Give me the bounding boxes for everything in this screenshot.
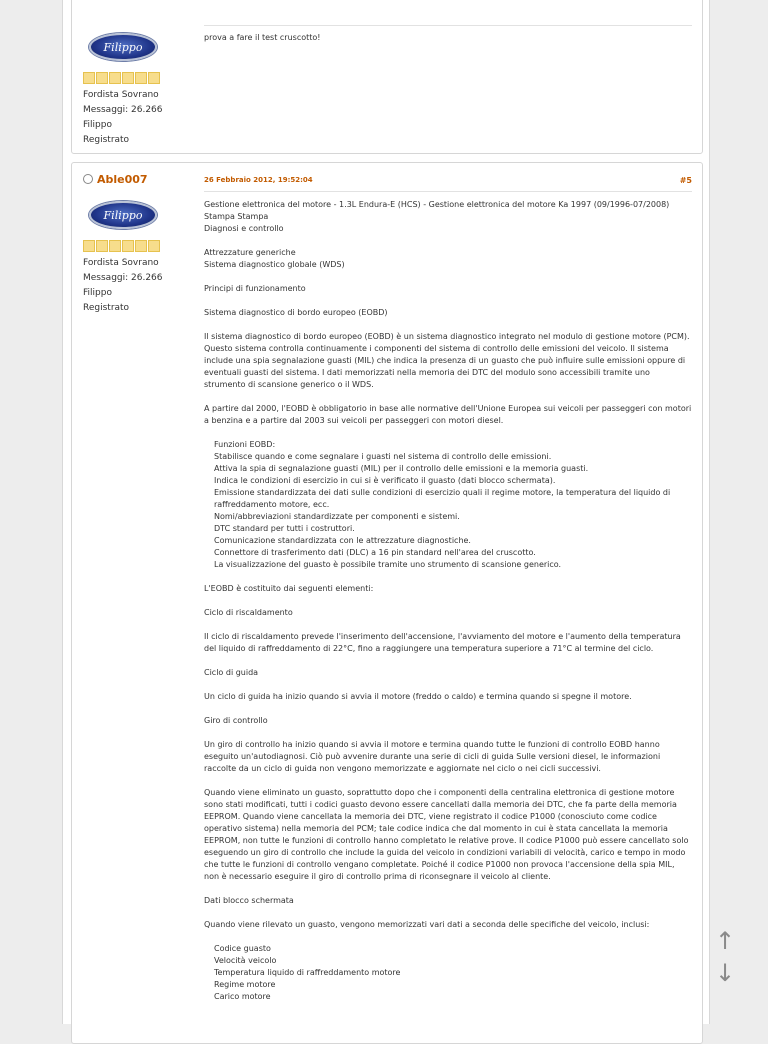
post-line: Nomi/abbreviazioni standardizzate per componenti e sistemi. [214,512,460,521]
arrow-up-icon[interactable]: ↑ [714,927,736,955]
post-paragraph [204,895,692,907]
post-header [204,169,692,192]
post-line: Sistema diagnostico di bordo europeo (EOBD) [204,308,388,317]
post-paragraph [204,943,692,1003]
post-author-panel [83,33,191,148]
post-line: Principi di funzionamento [204,284,306,293]
star-icon [109,72,121,84]
post-paragraph [204,607,692,619]
post-author [83,171,191,187]
post-paragraph [204,331,692,391]
post-line: Codice guasto [214,944,271,953]
post-paragraph [204,919,692,931]
post-line: A partire dal 2000, l'EOBD è obbligatorio in base alle normative dell'Unione Europea sui veicoli per passeggeri con motori a benzina e a partire dal 2003 sui veicoli per passeggeri con motori diesel. [204,404,692,425]
user-rank: Fordista Sovrano [83,258,159,268]
post-line: Il ciclo di riscaldamento prevede l'inserimento dell'accensione, l'avviamento del motore e l'aumento della temperatura del liquido di raffreddamento di 22°C, fino a raggiungere una temperatura superiore a 71°C al termine del ciclo. [204,632,681,653]
post-line: Carico motore [214,992,271,1001]
star-icon [83,240,95,252]
post-line: Ciclo di riscaldamento [204,608,293,617]
post-line: Sistema diagnostico globale (WDS) [204,260,345,269]
rank-stars [83,240,191,252]
post-line: Dati blocco schermata [204,896,294,905]
post-line: La visualizzazione del guasto è possibile tramite uno strumento di scansione generico. [214,560,562,569]
star-icon [109,240,121,252]
post-line: Un giro di controllo ha inizio quando si avvia il motore e termina quando tutte le funzioni di controllo EOBD hanno eseguito un'autodiagnosi. Ciò può avvenire durante una serie di cicli di guida Sulle versioni diesel, le informazioni raccolte da un ciclo di guida non vengono memorizzate e aggiornate nel ciclo o nei cicli successivi. [204,740,661,773]
post-paragraph [204,631,692,655]
post-line: Regime motore [214,980,276,989]
star-icon [122,240,134,252]
post-date: 26 Febbraio 2012, 19:52:04 [204,176,313,184]
rank-stars [83,72,191,84]
post-line: Ciclo di guida [204,668,259,677]
post-author-panel [83,171,191,316]
post-line: Velocità veicolo [214,956,277,965]
forum-page [62,0,710,1024]
user-status: Registrato [83,135,130,145]
post-line: Il sistema diagnostico di bordo europeo (EOBD) è un sistema diagnostico integrato nel modulo di gestione motore (PCM). Questo sistema controlla continuamente i componenti del sistema di controllo delle emissioni del veicolo. Il sistema include una spia segnalazione guasti (MIL) che indica la presenza di un guasto che può influire sulle emissioni oppure di eventuali guasti del sistema. I dati memorizzati nella memoria dei DTC del modulo sono accessibili tramite uno strumento di scansione generico o il WDS. [204,332,690,389]
post-paragraph [204,307,692,319]
user-status: Registrato [83,303,130,313]
forum-post [71,0,703,154]
post-paragraph [204,715,692,727]
offline-status-icon [83,174,93,184]
star-icon [83,72,95,84]
post-line: Emissione standardizzata dei dati sulle condizioni di esercizio quali il regime motore, la temperatura del liquido di raffreddamento motore, ecc. [214,488,671,509]
post-paragraph [204,739,692,775]
star-icon [148,240,160,252]
post-paragraph [204,787,692,883]
user-location: Filippo [83,288,112,298]
post-line: L'EOBD è costituito dai seguenti elementi: [204,584,374,593]
post-body [204,199,692,1003]
post-line: DTC standard per tutti i costruttori. [214,524,355,533]
star-icon [135,72,147,84]
post-paragraph [204,403,692,427]
post-line: Quando viene eliminato un guasto, soprattutto dopo che i componenti della centralina elettronica di gestione motore sono stati modificati, tutti i codici guasto devono essere cancellati dalla memoria dei DTC, che fa parte della memoria EEPROM. Quando viene cancellata la memoria dei DTC, viene registrato il codice P1000 (conosciuto come codice operativo sistema) nella memoria del PCM; tale codice indica che dal momento in cui è stata cancellata la memoria EEPROM, non tutte le funzioni di controllo hanno completato le relative prove. Il codice P1000 può essere cancellato solo eseguendo un giro di controllo che include la guida del veicolo in condizioni variabili di velocità, carico e tempo in modo che tutte le funzioni di controllo vengano completate. Poiché il codice P1000 non provoca l'accensione della spia MIL, non è necessario eseguire il giro di controllo prima di riconsegnare il veicolo al cliente. [204,788,689,881]
star-icon [135,240,147,252]
post-body: prova a fare il test cruscotto! [204,25,692,44]
user-avatar[interactable]: Filippo [89,201,157,229]
user-message-count: Messaggi: 26.266 [83,105,163,115]
user-message-count: Messaggi: 26.266 [83,273,163,283]
post-number-link[interactable]: #5 [679,175,692,185]
post-line: Connettore di trasferimento dati (DLC) a 16 pin standard nell'area del cruscotto. [214,548,536,557]
post-line: Comunicazione standardizzata con le attrezzature diagnostiche. [214,536,471,545]
post-line: Quando viene rilevato un guasto, vengono memorizzati vari dati a seconda delle specifiche del veicolo, inclusi: [204,920,650,929]
star-icon [96,72,108,84]
post-paragraph [204,667,692,679]
star-icon [148,72,160,84]
post-paragraph [204,439,692,571]
post-line: Giro di controllo [204,716,268,725]
post-paragraph [204,283,692,295]
post-paragraph [204,199,692,235]
post-paragraph [204,583,692,595]
post-line: Attiva la spia di segnalazione guasti (MIL) per il controllo delle emissioni e la memoria guasti. [214,464,589,473]
post-line: Un ciclo di guida ha inizio quando si avvia il motore (freddo o caldo) e termina quando si spegne il motore. [204,692,632,701]
post-paragraph [204,247,692,271]
arrow-down-icon[interactable]: ↓ [714,959,736,987]
star-icon [122,72,134,84]
username-link[interactable]: Able007 [97,172,148,186]
user-location: Filippo [83,120,112,130]
forum-post [71,162,703,1044]
post-line: Attrezzature generiche [204,248,296,257]
post-line: Indica le condizioni di esercizio in cui si è verificato il guasto (dati blocco schermata). [214,476,556,485]
post-line: Gestione elettronica del motore - 1.3L Endura-E (HCS) - Gestione elettronica del motore Ka 1997 (09/1996-07/2008) [204,200,670,209]
post-line: Stabilisce quando e come segnalare i guasti nel sistema di controllo delle emissioni. [214,452,552,461]
user-rank: Fordista Sovrano [83,90,159,100]
user-avatar[interactable]: Filippo [89,33,157,61]
post-line: Stampa Stampa [204,212,269,221]
post-paragraph [204,691,692,703]
post-line: Temperatura liquido di raffreddamento motore [214,968,401,977]
post-line: Diagnosi e controllo [204,224,284,233]
post-line: Funzioni EOBD: [214,440,276,449]
star-icon [96,240,108,252]
